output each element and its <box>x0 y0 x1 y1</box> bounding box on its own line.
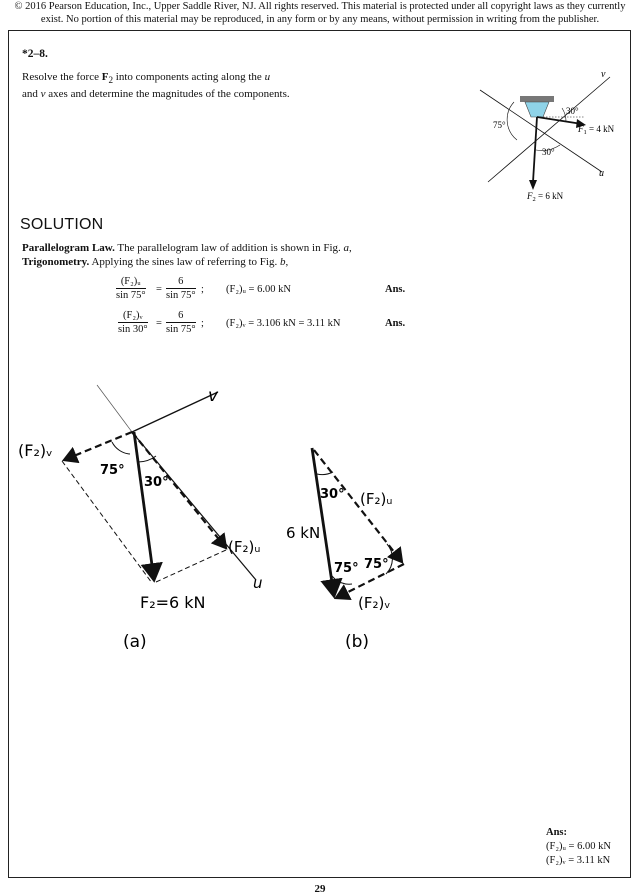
eq1-result: (F₂)ᵤ = 6.00 kN <box>226 284 291 295</box>
fig-f1-label: $F_1 = 4$ kN <box>578 124 615 136</box>
a-label-75: 75° <box>100 463 125 478</box>
page-number: 29 <box>314 883 326 895</box>
copyright-line-1: © 2016 Pearson Education, Inc., Upper Saddle River, NJ. All rights reserved. This material is protected under all copyright laws as they currently <box>14 1 626 12</box>
solution-heading: SOLUTION <box>20 216 104 233</box>
fig-label-v: v <box>601 69 606 80</box>
f2-arrowhead <box>529 180 537 190</box>
a-label-f2u: (F₂)ᵤ <box>228 538 261 556</box>
eq1-semicolon: ; <box>201 284 204 295</box>
b-label-75-right: 75° <box>364 557 389 572</box>
b-label-f2u: (F₂)ᵤ <box>360 490 393 508</box>
bracket-shape <box>525 102 549 117</box>
eq2-semicolon: ; <box>201 318 204 329</box>
a-v-axis <box>132 392 218 432</box>
support-plate <box>520 96 554 102</box>
a-parallel-bottom <box>156 550 226 582</box>
answer-title: Ans: <box>546 827 568 838</box>
a-label-f2: F₂=6 kN <box>140 593 206 612</box>
problem-number: *2–8. <box>22 48 48 60</box>
a-label-f2v: (F₂)ᵥ <box>18 441 53 460</box>
b-label-75-left: 75° <box>334 561 359 576</box>
force-symbol: F <box>101 71 109 83</box>
fig-angle-30-bottom: 30° <box>542 147 555 157</box>
a-label-v: v <box>208 386 219 406</box>
eq2-ans: Ans. <box>385 318 406 329</box>
fig-f2-label: $F_2 = 6$ kN <box>527 191 564 203</box>
solution-line-2: Trigonometry. Applying the sines law of referring to Fig. b, <box>22 256 289 268</box>
a-caption: (a) <box>123 632 147 652</box>
eq2-equals: = <box>156 318 162 329</box>
copyright-line-2: exist. No portion of this material may be reproduced, in any form or by any means, without permission in writing from the publisher. <box>40 13 600 25</box>
a-parallel-left <box>62 461 152 583</box>
eq1-ans: Ans. <box>385 284 406 295</box>
solution-line-1: Parallelogram Law. The parallelogram law of addition is shown in Fig. a, <box>22 242 352 254</box>
b-arc-75-left <box>332 576 352 584</box>
eq1-left-fraction: $\frac{\text{(F₂)ᵤ}}{\sin 75^\circ}$ <box>116 276 146 301</box>
a-label-30: 30° <box>144 475 169 490</box>
fig-angle-75: 75° <box>493 120 506 130</box>
eq2-left-fraction: $\frac{\text{(F₂)ᵥ}}{\sin 30^\circ}$ <box>118 310 148 335</box>
answer-line-1: (F₂)ᵤ = 6.00 kN <box>546 841 611 852</box>
b-label-30: 30° <box>320 487 345 502</box>
eq2-right-fraction: $\frac{6}{\sin 75^\circ}$ <box>166 310 196 335</box>
copyright-notice <box>0 1 640 26</box>
solution-sketch <box>0 370 640 670</box>
b-label-f2v: (F₂)ᵥ <box>358 594 391 612</box>
problem-figure <box>470 62 630 207</box>
a-arc-75 <box>112 442 130 454</box>
problem-statement: Resolve the force $F_2$ into components acting along the u and v axes and determine the magnitudes of the components. <box>22 71 290 101</box>
arc-75 <box>507 102 517 140</box>
f1-arrow <box>537 117 582 124</box>
b-label-6kn: 6 kN <box>286 524 321 542</box>
eq2-result: (F₂)ᵥ = 3.106 kN = 3.11 kN <box>226 318 341 329</box>
a-label-u: u <box>253 574 263 592</box>
answer-line-2: (F₂)ᵥ = 3.11 kN <box>546 855 611 866</box>
b-caption: (b) <box>345 632 370 652</box>
fig-label-u: u <box>599 168 604 179</box>
answer-box <box>546 826 611 868</box>
fig-angle-30-top: 30° <box>566 106 579 116</box>
eq1-equals: = <box>156 284 162 295</box>
eq1-right-fraction: $\frac{6}{\sin 75^\circ}$ <box>166 276 196 301</box>
a-f2v-arrow <box>64 432 132 460</box>
a-u-axis-upper <box>97 385 132 432</box>
